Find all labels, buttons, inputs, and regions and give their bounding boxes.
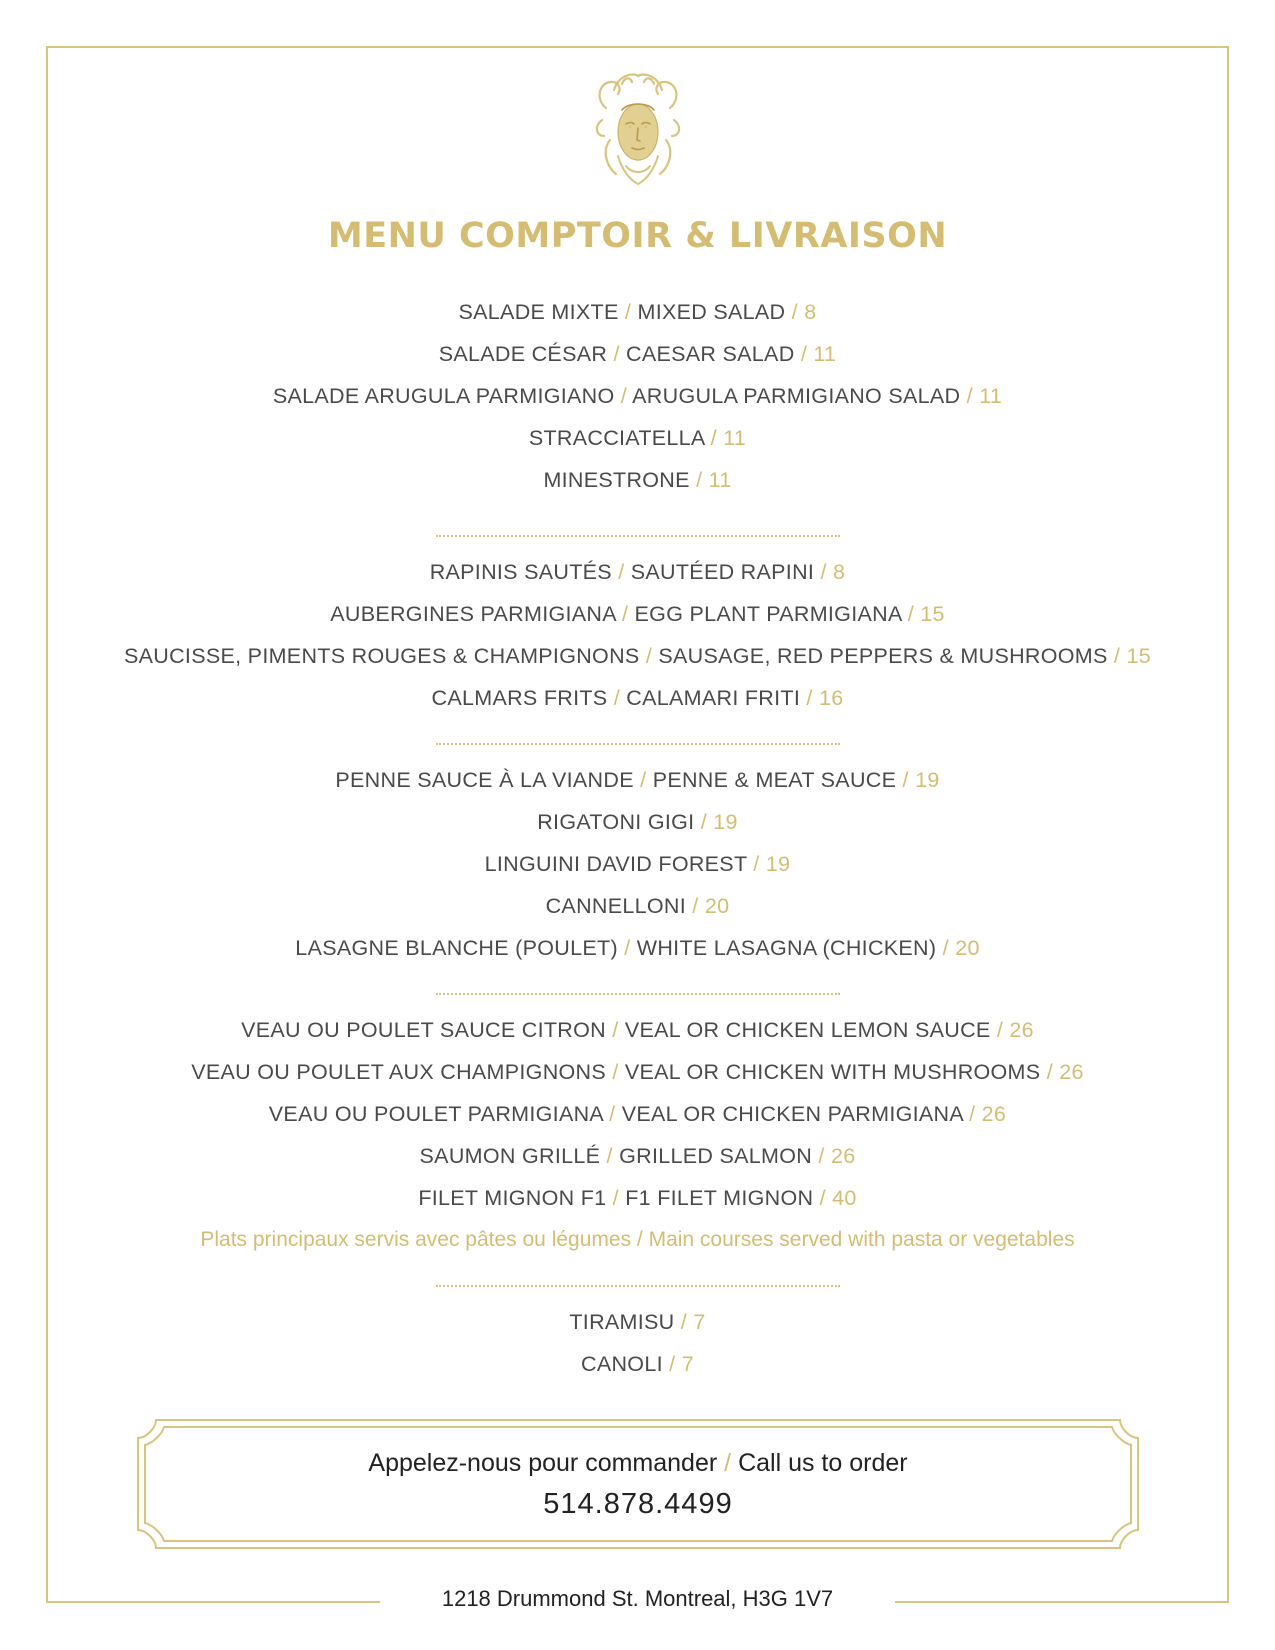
dotted-divider [436,993,840,995]
item-name-en: MIXED SALAD [637,300,786,324]
item-name-fr: SALADE ARUGULA PARMIGIANO [272,384,615,408]
item-price: 20 [704,894,730,918]
item-price: 26 [1059,1060,1084,1084]
menu-item [0,843,1275,885]
item-name-en: VEAL OR CHICKEN LEMON SAUCE [624,1018,991,1042]
item-name-fr: SALADE CÉSAR [438,342,608,366]
menu-item [0,1343,1275,1385]
separator: / [680,1310,688,1334]
menu-item [0,417,1275,459]
item-name-fr: RIGATONI GIGI [537,810,695,834]
item-price: 7 [681,1352,694,1376]
separator: / [606,1144,613,1168]
menu-item [0,551,1275,593]
menu-item [0,885,1275,927]
menu-item [0,1051,1275,1093]
main-course-note: Plats principaux servis avec pâtes ou légumes / Main courses served with pasta or vegetables [200,1228,1075,1251]
separator: / [624,936,631,960]
menu-item [0,635,1275,677]
dotted-divider [436,743,840,745]
ornate-frame [136,1418,1140,1550]
item-price: 11 [979,384,1003,408]
menu-item [0,375,1275,417]
separator: / [724,1449,732,1477]
separator: / [612,1060,619,1084]
section-desserts [0,1301,1275,1385]
item-name-en: PENNE & MEAT SAUCE [652,768,897,792]
item-name-en: CALAMARI FRITI [626,686,801,710]
call-text [136,1449,1140,1478]
separator: / [902,768,909,792]
item-price: 26 [830,1144,856,1168]
menu-item [0,759,1275,801]
section-pasta [0,759,1275,969]
item-price: 11 [813,342,837,366]
separator: / [1046,1060,1053,1084]
section-mains [0,1009,1275,1261]
menu-item [0,801,1275,843]
separator: / [907,602,914,626]
separator: / [692,894,699,918]
menu-item [0,333,1275,375]
separator: / [1113,644,1121,668]
dotted-divider [436,1285,840,1287]
item-name-en: SAUTÉED RAPINI [630,560,815,584]
separator: / [996,1018,1004,1042]
separator: / [806,686,813,710]
item-name-fr: CALMARS FRITS [431,686,608,710]
separator: / [621,602,629,626]
item-name-fr: VEAU OU POULET AUX CHAMPIGNONS [191,1060,607,1084]
item-name-en: CAESAR SALAD [626,342,795,366]
separator: / [942,936,949,960]
item-price: 26 [981,1102,1007,1126]
medusa-head-icon [592,70,684,190]
item-price: 26 [1009,1018,1034,1042]
item-name-en: ARUGULA PARMIGIANO SALAD [632,384,961,408]
menu-item [0,459,1275,501]
menu-item [0,677,1275,719]
menu-item [0,927,1275,969]
item-price: 8 [804,300,817,324]
call-text-en: Call us to order [738,1449,908,1477]
menu-item [0,1093,1275,1135]
separator: / [612,1018,619,1042]
separator: / [818,1144,825,1168]
separator: / [819,1186,826,1210]
frame-top-border [46,46,1229,48]
item-name-fr: LINGUINI DAVID FOREST [484,852,747,876]
item-name-fr: TIRAMISU [569,1310,675,1334]
separator: / [609,1102,616,1126]
item-name-fr: STRACCIATELLA [528,426,705,450]
separator: / [624,300,632,324]
item-name-en: EGG PLANT PARMIGIANA [634,602,902,626]
separator: / [645,644,653,668]
item-price: 11 [708,468,732,492]
phone-number[interactable]: 514.878.4499 [543,1488,733,1520]
menu-title: MENU COMPTOIR & LIVRAISON [327,216,948,256]
separator: / [820,560,827,584]
call-text-fr: Appelez-nous pour commander [368,1449,718,1477]
item-price: 7 [693,1310,706,1334]
separator: / [618,560,625,584]
separator: / [800,342,808,366]
item-price: 8 [833,560,846,584]
item-price: 40 [832,1186,857,1210]
item-price: 15 [1126,644,1151,668]
separator: / [620,384,628,408]
item-price: 11 [723,426,747,450]
item-price: 16 [818,686,844,710]
separator: / [640,768,647,792]
item-name-en: WHITE LASAGNA (CHICKEN) [636,936,937,960]
item-name-fr: LASAGNE BLANCHE (POULET) [295,936,618,960]
item-name-fr: SALADE MIXTE [458,300,619,324]
item-price: 19 [915,768,940,792]
item-name-fr: SAUMON GRILLÉ [419,1144,601,1168]
separator: / [696,468,703,492]
item-name-fr: CANOLI [581,1352,663,1376]
item-price: 20 [955,936,980,960]
item-name-fr: VEAU OU POULET PARMIGIANA [268,1102,603,1126]
item-name-fr: AUBERGINES PARMIGIANA [330,602,616,626]
menu-item [0,1009,1275,1051]
item-name-en: F1 FILET MIGNON [625,1186,814,1210]
separator: / [753,852,760,876]
separator: / [613,342,620,366]
call-to-order-box [136,1418,1140,1550]
item-name-fr: SAUCISSE, PIMENTS ROUGES & CHAMPIGNONS [124,644,640,668]
restaurant-address: 1218 Drummond St. Montreal, H3G 1V7 [441,1586,834,1611]
separator: / [710,426,717,450]
menu-item [0,291,1275,333]
section-salads [0,291,1275,501]
separator: / [700,810,707,834]
dotted-divider [436,535,840,537]
separator: / [612,1186,619,1210]
menu-item [0,1135,1275,1177]
menu-item [0,1301,1275,1343]
item-name-en: VEAL OR CHICKEN PARMIGIANA [621,1102,963,1126]
item-name-fr: VEAU OU POULET SAUCE CITRON [241,1018,606,1042]
item-name-fr: MINESTRONE [543,468,690,492]
separator: / [613,686,620,710]
menu-item [0,593,1275,635]
item-name-fr: RAPINIS SAUTÉS [429,560,612,584]
item-name-fr: PENNE SAUCE À LA VIANDE [335,768,634,792]
separator: / [791,300,798,324]
item-name-en: VEAL OR CHICKEN WITH MUSHROOMS [624,1060,1041,1084]
section-sides [0,551,1275,719]
item-name-en: SAUSAGE, RED PEPPERS & MUSHROOMS [658,644,1108,668]
item-price: 19 [713,810,738,834]
item-name-fr: FILET MIGNON F1 [418,1186,607,1210]
separator: / [669,1352,676,1376]
item-price: 19 [765,852,791,876]
item-name-en: GRILLED SALMON [619,1144,813,1168]
item-name-fr: CANNELLONI [545,894,687,918]
separator: / [969,1102,976,1126]
item-price: 15 [920,602,945,626]
menu-item [0,1177,1275,1219]
separator: / [966,384,973,408]
